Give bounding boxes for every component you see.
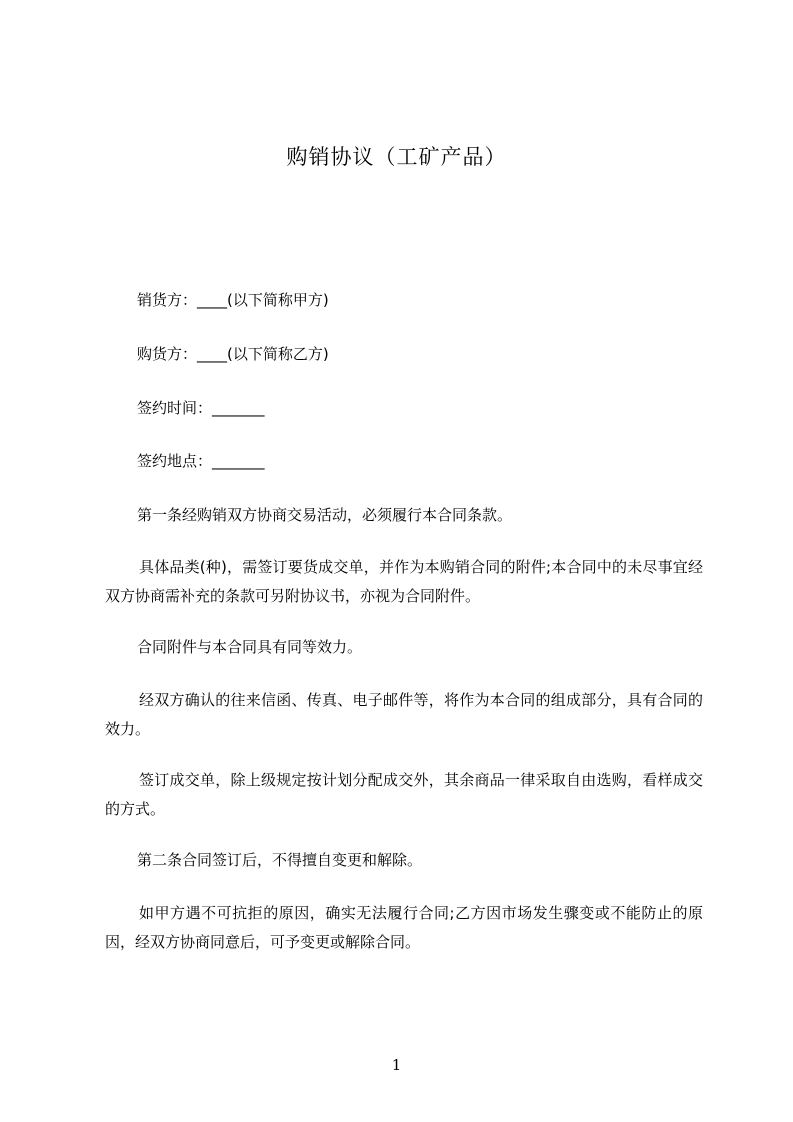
article-1-heading: 第一条经购销双方协商交易活动，必须履行本合同条款。 (137, 506, 513, 524)
paragraph-product-categories: 具体品类(种)，需签订要货成交单，并作为本购销合同的附件;本合同中的未尽事宜经双方协商需补充的条款可另附协议书，亦视为合同附件。 (105, 558, 703, 605)
paragraph-correspondence: 经双方确认的往来信函、传真、电子邮件等，将作为本合同的组成部分，具有合同的效力。 (105, 691, 703, 738)
page-number: 1 (391, 1056, 402, 1074)
document-title: 购销协议（工矿产品） (286, 145, 507, 169)
paragraph-force-majeure: 如甲方遇不可抗拒的原因，确实无法履行合同;乙方因市场发生骤变或不能防止的原因，经双方协商同意后，可予变更或解除合同。 (105, 904, 703, 951)
buyer-field: 购货方：____(以下简称乙方) (137, 345, 329, 363)
paragraph-annex-validity: 合同附件与本合同具有同等效力。 (137, 638, 363, 656)
sign-time-field: 签约时间：_______ (137, 399, 265, 417)
paragraph-transaction-sheet: 签订成交单，除上级规定按计划分配成交外，其余商品一律采取自由选购，看样成交的方式。 (105, 771, 703, 818)
seller-field: 销货方：____(以下简称甲方) (137, 291, 329, 309)
sign-place-field: 签约地点：_______ (137, 452, 265, 470)
article-2-heading: 第二条合同签订后，不得擅自变更和解除。 (137, 851, 423, 869)
